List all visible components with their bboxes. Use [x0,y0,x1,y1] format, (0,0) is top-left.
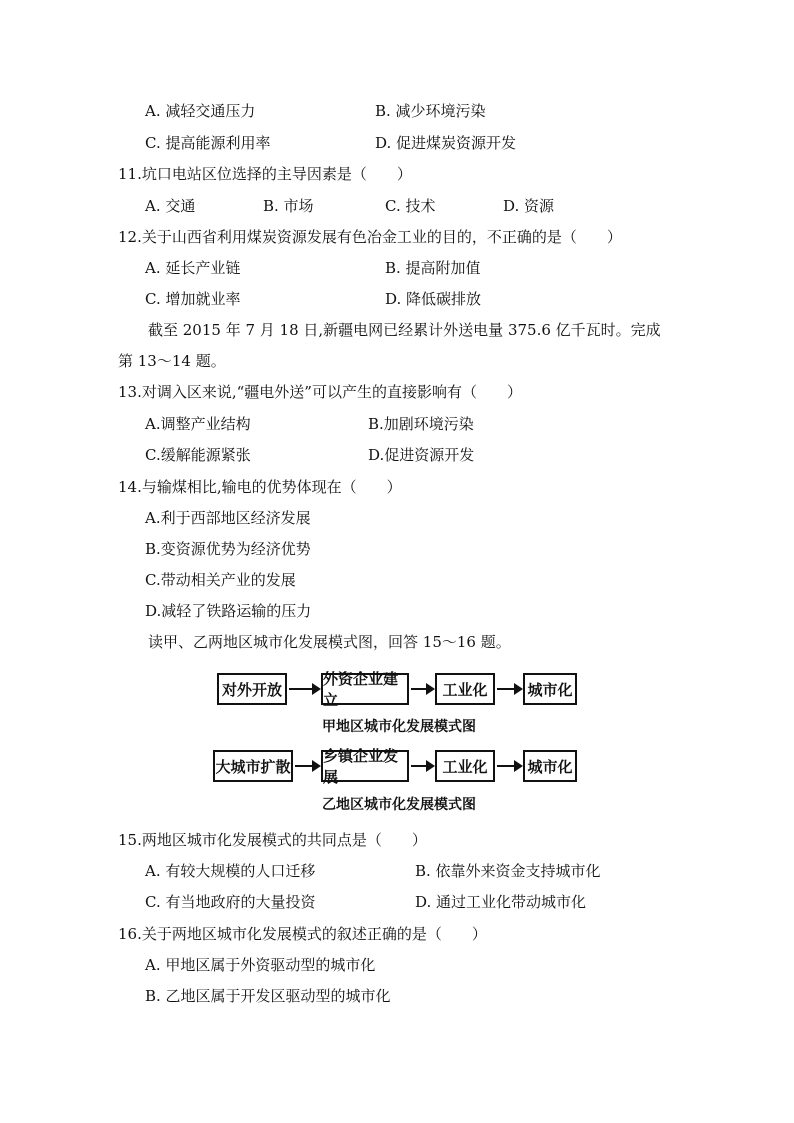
q14-stem: 14.与输煤相比,输电的优势体现在（ ） [118,478,402,496]
jia-step-2: 外资企业建立 [321,673,409,705]
urbanization-model-diagram [210,668,582,818]
q13-option-b: B.加剧环境污染 [368,415,474,433]
q15-option-a: A. 有较大规模的人口迁移 [145,862,316,880]
jia-step-1: 对外开放 [217,673,287,705]
q14-option-b: B.变资源优势为经济优势 [145,540,311,558]
q14-option-a: A.利于西部地区经济发展 [145,509,311,527]
q13-option-a: A.调整产业结构 [145,415,251,433]
arrow-icon [497,688,521,690]
passage-13-14-line2: 第 13～14 题。 [118,352,226,370]
arrow-icon [411,765,433,767]
yi-step-4: 城市化 [523,750,577,782]
q16-option-a: A. 甲地区属于外资驱动型的城市化 [145,956,376,974]
q11-option-d: D. 资源 [503,197,555,215]
passage-13-14-line1: 截至 2015 年 7 月 18 日,新疆电网已经累计外送电量 375.6 亿千瓦时。完成 [148,321,661,339]
q11-option-a: A. 交通 [145,197,196,215]
q13-option-d: D.促进资源开发 [368,446,475,464]
jia-step-4: 城市化 [523,673,577,705]
q10-option-d: D. 促进煤炭资源开发 [375,134,517,152]
q11-stem: 11.坑口电站区位选择的主导因素是（ ） [118,165,412,183]
q15-option-b: B. 依靠外来资金支持城市化 [415,862,601,880]
q13-option-c: C.缓解能源紧张 [145,446,251,464]
q12-option-a: A. 延长产业链 [145,259,241,277]
arrow-icon [295,765,319,767]
q12-stem: 12.关于山西省利用煤炭资源发展有色冶金工业的目的，不正确的是（ ） [118,228,622,246]
q10-option-b: B. 减少环境污染 [375,102,486,120]
q14-option-c: C.带动相关产业的发展 [145,571,296,589]
passage-15-16: 读甲、乙两地区城市化发展模式图，回答 15～16 题。 [148,633,511,651]
q15-option-d: D. 通过工业化带动城市化 [415,893,587,911]
q14-option-d: D.减轻了铁路运输的压力 [145,602,312,620]
yi-step-1: 大城市扩散 [213,750,293,782]
jia-caption: 甲地区城市化发展模式图 [322,719,476,735]
yi-step-2: 乡镇企业发展 [321,750,409,782]
arrow-icon [289,688,319,690]
q10-option-c: C. 提高能源利用率 [145,134,271,152]
yi-caption: 乙地区城市化发展模式图 [322,797,476,813]
q12-option-b: B. 提高附加值 [385,259,481,277]
q13-stem: 13.对调入区来说,“疆电外送”可以产生的直接影响有（ ） [118,383,522,401]
q11-option-c: C. 技术 [385,197,436,215]
arrow-icon [497,765,521,767]
arrow-icon [411,688,433,690]
q11-option-b: B. 市场 [263,197,314,215]
q12-option-d: D. 降低碳排放 [385,290,482,308]
q15-stem: 15.两地区城市化发展模式的共同点是（ ） [118,831,427,849]
q15-option-c: C. 有当地政府的大量投资 [145,893,316,911]
q12-option-c: C. 增加就业率 [145,290,241,308]
q10-option-a: A. 减轻交通压力 [145,102,256,120]
yi-step-3: 工业化 [435,750,495,782]
q16-option-b: B. 乙地区属于开发区驱动型的城市化 [145,987,391,1005]
jia-step-3: 工业化 [435,673,495,705]
q16-stem: 16.关于两地区城市化发展模式的叙述正确的是（ ） [118,925,487,943]
